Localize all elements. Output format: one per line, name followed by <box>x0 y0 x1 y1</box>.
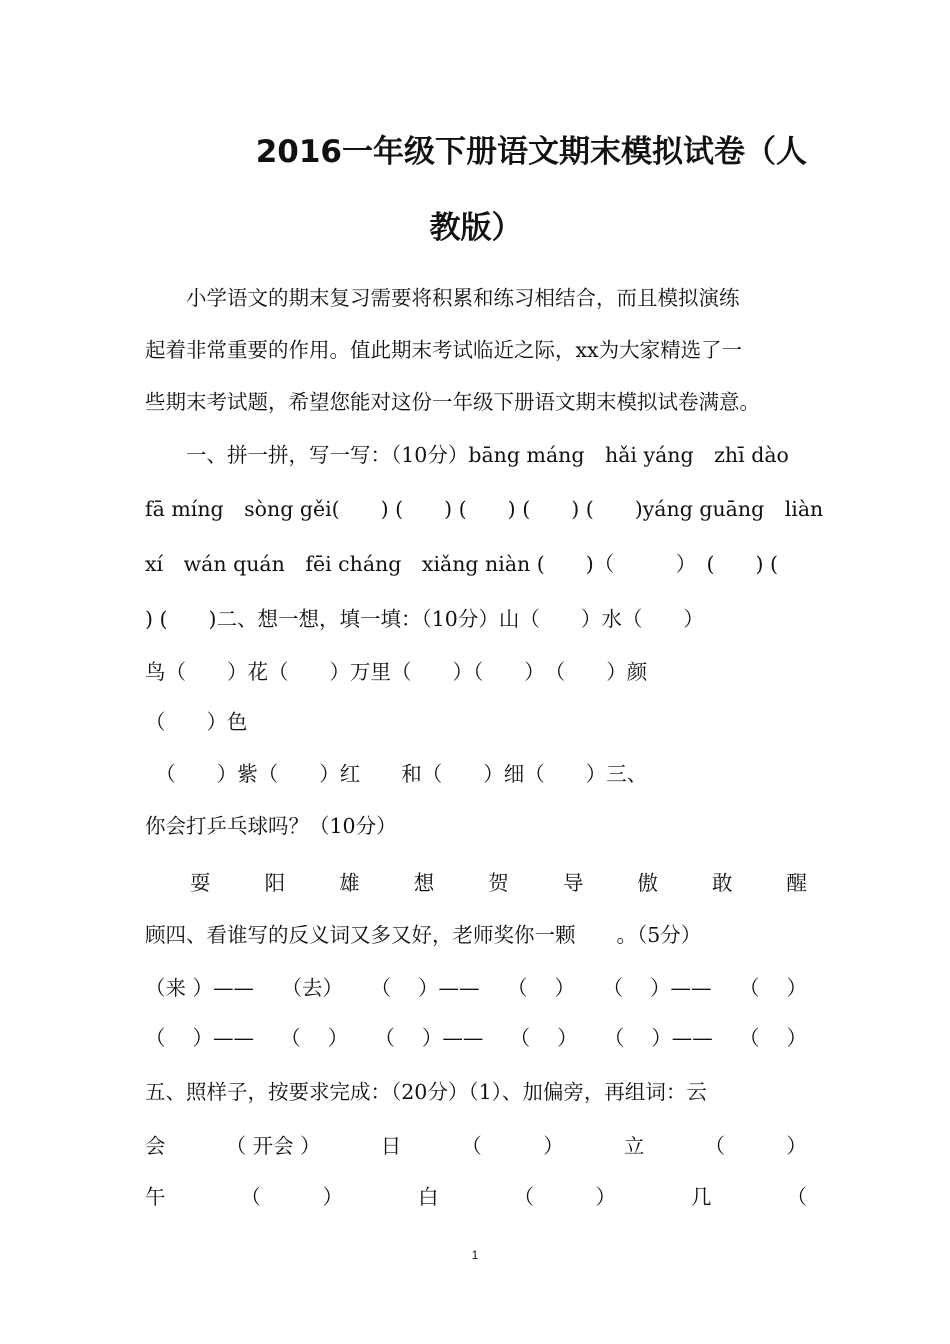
q1-line-4: ) ( )二、想一想，填一填：（10分）山（ ）水（ ） <box>145 607 704 631</box>
q3-character-row <box>190 869 807 897</box>
intro-line-3: 些期末考试题，希望您能对这份一年级下册语文期末模拟试卷满意。 <box>145 390 760 414</box>
q5-line-1: 五、照样子，按要求完成：（20分）（1）、加偏旁，再组词：云 <box>145 1080 707 1104</box>
q1-line-3: xí wán quán fēi cháng xiǎng niàn ( )（ ） ( ) ( <box>145 552 779 576</box>
radical-cell: （ 开会 ） <box>225 1134 321 1158</box>
q3-char: 傲 <box>637 871 658 895</box>
radical-cell: 日 <box>380 1134 402 1158</box>
intro-line-1: 小学语文的期末复习需要将积累和练习相结合，而且模拟演练 <box>145 286 740 310</box>
radical-cell: 午 <box>145 1185 166 1209</box>
q3-char: 耍 <box>190 871 211 895</box>
antonym-cell: （ ）—— <box>602 976 712 1000</box>
antonym-cell: （ ）—— <box>603 1026 713 1050</box>
antonym-cell: （ ）—— <box>370 976 480 1000</box>
q3-char: 阳 <box>264 871 286 895</box>
q2-line-4: 你会打乒乓球吗？（10分） <box>145 814 397 838</box>
q4-line-1: 顾四、看谁写的反义词又多又好，老师奖你一颗 。（5分） <box>145 923 702 947</box>
radical-cell: 会 <box>145 1134 166 1158</box>
antonym-cell: （ ） <box>506 976 575 1000</box>
q3-char: 醒 <box>786 871 807 895</box>
radical-cell: （ <box>786 1185 807 1209</box>
q3-char: 导 <box>562 871 584 895</box>
q1-line-2: fā míng sòng gěi( ) ( ) ( ) ( ) ( )yáng guāng liàn <box>145 497 824 521</box>
q2-line-3: （ ）紫（ ）红 和（ ）细（ ）三、 <box>145 762 648 786</box>
antonym-cell: （ ） <box>280 1026 349 1050</box>
q5-radical-row-2 <box>145 1183 807 1211</box>
q3-char: 敢 <box>711 871 733 895</box>
antonym-cell: （ ）—— <box>374 1026 484 1050</box>
q1-line-1: 一、拼一拼，写一写：（10分）bāng máng hǎi yáng zhī dào <box>145 443 789 467</box>
radical-cell: 白 <box>418 1185 439 1209</box>
radical-cell: 几 <box>691 1185 712 1209</box>
q3-char: 想 <box>413 871 435 895</box>
antonym-cell: （ ） <box>738 1026 807 1050</box>
q2-line-2: （ ）色 <box>145 710 248 734</box>
q4-antonym-row-1 <box>145 974 807 1002</box>
antonym-cell: （ ） <box>738 976 807 1000</box>
radical-cell: （ ） <box>704 1134 807 1158</box>
antonym-cell: （来 ）—— <box>145 976 255 1000</box>
radical-cell: （ ） <box>461 1134 564 1158</box>
radical-cell: （ ） <box>513 1185 616 1209</box>
q3-char: 贺 <box>488 871 509 895</box>
radical-cell: 立 <box>623 1134 645 1158</box>
radical-cell: （ ） <box>240 1185 343 1209</box>
antonym-cell: （ ）—— <box>145 1026 255 1050</box>
q2-line-1: 鸟（ ）花（ ）万里（ ）（ ） （ ）颜 <box>145 660 648 684</box>
antonym-cell: （ ） <box>509 1026 578 1050</box>
q3-char: 雄 <box>339 871 360 895</box>
page-title-line-1: 2016一年级下册语文期末模拟试卷（人 <box>255 134 807 170</box>
q5-radical-row-1 <box>145 1132 807 1160</box>
page-title-line-2: 教版） <box>429 210 523 246</box>
intro-line-2: 起着非常重要的作用。值此期末考试临近之际，xx为大家精选了一 <box>145 338 743 362</box>
antonym-cell: （去） <box>281 976 343 1000</box>
page-number: 1 <box>471 1248 479 1262</box>
q4-antonym-row-2 <box>145 1024 807 1052</box>
